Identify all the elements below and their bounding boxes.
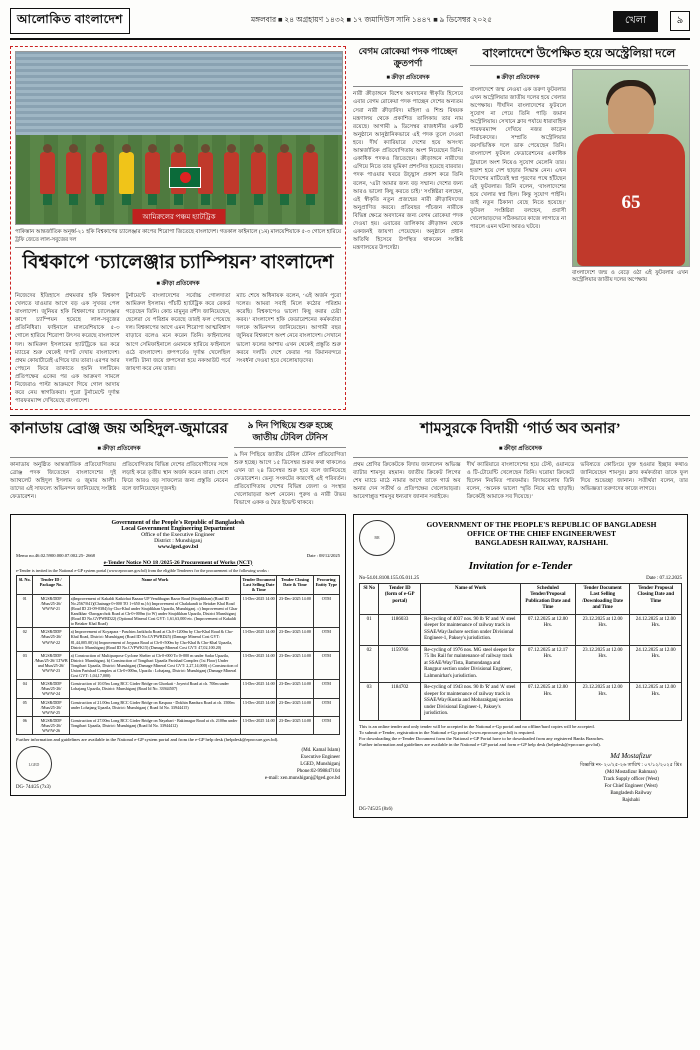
player-portrait	[572, 69, 690, 267]
canada-byline: ■ ক্রীড়া প্রতিবেদক	[97, 445, 141, 452]
lged-footer-note: Further information and guidelines are available in the National e-GP system portal and from the e-GP help desk (helpdesk@eprocure.gov.bd).	[16, 737, 279, 743]
lged-sign-phone: Phone:02-998847104	[296, 769, 340, 775]
lged-dg-code: DG- 744/25 (7x3)	[16, 785, 51, 791]
table-row	[17, 698, 340, 716]
railway-note-1: This is an online tender and only tender will be accepted in the National e-Gp portal and no offline/hard copies will be accepted.	[359, 723, 595, 729]
table-cell: 1186033	[379, 614, 421, 645]
table-cell: 13-Dec-2025 14:00	[241, 716, 277, 734]
railway-title: Invitation for e-Tender	[468, 559, 573, 572]
table-cell: 23-Dec-2025 14:00	[277, 698, 313, 716]
table-cell: 23-Dec-2025 14:00	[277, 651, 313, 680]
lged-sign-email: e-mail: xen.munshiganj@lged.gov.bd	[264, 776, 340, 782]
railway-sign-title-1: Track Supply officer (West)	[603, 777, 659, 783]
table-cell: Construction of 10.05m Long BCC Girder Bridge on Ghorkati - Joyerid Road at ch. 700m under Lohajang Upazila, District: Munshiganj (Road Id No. 33944507)	[69, 680, 240, 698]
tt-body: ৯ দিন পিছিয়ে জাতীয় টেবিল টেনিস প্রতিযোগিতা শুরু হচ্ছে। আগে ১৫ ডিসেম্বর শুরুর কথা থাকলেও এখন তা ২৪ ডিসেম্বর শুরু হবে বলে জানিয়েছে ফেডারেশন। ভেন্যু সংকটের কারণেই এই পরিবর্তন। প্রতিযোগিতায় দেশের বিভিন্ন জেলা ও সংস্থার খেলোয়াড়রা অংশ নেবেন। পুরুষ ও নারী উভয় বিভাগে একক ও দ্বৈত ইভেন্ট থাকবে।	[234, 451, 346, 507]
railway-sign-title-4: Rajshahi	[622, 798, 640, 804]
railway-note-4: Further information and guidelines are available in the National e-GP portal and form e-GP help desk (helpdesk@eprocure.gov.bd).	[359, 742, 601, 748]
table-cell: 03	[360, 683, 379, 721]
table-cell: 02	[360, 645, 379, 683]
table-cell: 07.12.2025 at 12.00 Hrs.	[520, 683, 575, 721]
top-region	[10, 46, 690, 410]
secondary-left	[10, 420, 346, 507]
table-cell: Construction of 27.00m Long BCC Girder Bridge on Nayabari - Bakirnagar Road at ch. 2100m under Tongibari Upazila, District: Munshiganj (Road Id No. 33944412)	[69, 716, 240, 734]
table-cell: 23.12.2025 at 12.00 Hrs.	[575, 614, 630, 645]
right-headline: বাংলাদেশে উপেক্ষিত হয়ে অস্ট্রেলিয়া দলে	[482, 46, 676, 60]
table-cell: 23-Dec-2025 14:00	[277, 594, 313, 628]
masthead-date: মঙ্গলবার ■ ২৪ অগ্রহায়ণ ১৪৩২ ■ ১৭ জমাদিউস সানি ১৪৪৭ ■ ৯ ডিসেম্বর ২০২৫	[250, 15, 492, 24]
lged-memo-date: Date : 08/12/2025	[306, 552, 340, 558]
guard-col-1: প্রথম শ্রেণির ক্রিকেটকে বিদায় জানালেন অভিজ্ঞ ব্যাটার শামসুর রহমান। জাতীয় ক্রিকেট লিগের শেষ ম্যাচে মাঠে নামার আগে তাকে গার্ড অব অনার দেন সতীর্থ ও প্রতিপক্ষের খেলোয়াড়রা। আবেগাপ্লুত শামসুর ধন্যবাদ জানান সবাইকে।	[353, 461, 461, 501]
lged-memo-no: Memo no.46.02.5900.000.07.002.25- 2668	[16, 552, 95, 558]
guard-headline: শামসুরকে বিদায়ী ‘গার্ড অব অনার’	[420, 421, 621, 438]
table-cell: 23-Dec-2025 14:00	[277, 680, 313, 698]
right-byline: ■ ক্রীড়া প্রতিবেদক	[496, 74, 540, 81]
rw-col-4: Tender Document Last Selling /Downloading Date and Time	[575, 583, 630, 614]
lged-website[interactable]: www.lged.gov.bd	[157, 543, 199, 550]
rw-col-5: Tender Proposal Closing Date and Time	[630, 583, 682, 614]
lged-dept-2: Office of the Executive Engineer	[141, 531, 215, 538]
railway-office-line: OFFICE OF THE CHIEF ENGINEER/WEST	[467, 528, 616, 538]
lged-tender-notice	[10, 514, 346, 797]
table-cell: 13-Dec-2025 14:00	[241, 680, 277, 698]
table-row	[17, 651, 340, 680]
guard-story	[353, 420, 688, 507]
table-cell: a)Improvement of Kakaldi Kaikirhat Bazaar UP Vendibagan Bazar Road (Sirajdikhan) (Road ID No.2567/041)(Chainage 0+000 TO 1+650 m.) b) Improvement of Chalakandi to Betaker Khal Road (Road ID 23-09-0384) by Cho-Khal under Sirajdikhan Upazila, Munshiganj. c) Improvement of Ghar Kandkhar -Darogarchok Road at Ch-0+000m (to W) under Sirajdikhan Upazila, District Munshiganj (Road ID No.GVPWRD22) (Optional Mineral Cost GVT: 1,61,63,000 etc. (Improvement of Kakaldi to Betaker Khal Road)	[69, 594, 240, 628]
railway-org-line: BANGLADESH RAILWAY, RAJSHAHI.	[475, 537, 608, 547]
rw-col-0: Sl No	[360, 583, 379, 614]
table-cell: MGSR/DDP /Mun/25-26/ WW/W-26	[33, 716, 69, 734]
masthead	[10, 8, 690, 40]
railway-signature-mark: Md Mostafizur	[610, 752, 652, 761]
lead-headline: বিশ্বকাপে ‘চ্যালেঞ্জার চ্যাম্পিয়ন’ বাংলাদেশ	[22, 252, 334, 274]
table-cell: 13-Dec-2025 14:00	[241, 698, 277, 716]
table-cell: OTM	[313, 680, 339, 698]
table-cell: 13-Dec-2025 14:00	[241, 628, 277, 651]
mid-body: নারী ক্রীড়াঙ্গনে বিশেষ অবদানের স্বীকৃতি হিসেবে এবার বেগম রোকেয়া পদক পাচ্ছেন দেশের অন্যতম সেরা নারী ক্রীড়াবিদ। মহিলা ও শিশু বিষয়ক মন্ত্রণালয় থেকে প্রকাশিত তালিকায় তার নাম রয়েছে। আগামী ৯ ডিসেম্বর রাজধানীর একটি অনুষ্ঠানে আনুষ্ঠানিকভাবে এই পদক তুলে দেওয়া হবে। দীর্ঘ ক্যারিয়ারে দেশের হয়ে অসংখ্য আন্তর্জাতিক প্রতিযোগিতায় অংশ নিয়েছেন তিনি। একাধিক পদকও জিতেছেন। ক্রীড়াঙ্গনে নারীদের এগিয়ে নিতে তার ভূমিকা প্রশংসিত হয়েছে বারবার। পদক পাওয়ার খবরে উচ্ছ্বাস প্রকাশ করে তিনি বলেন, ‘এটা আমার জন্য বড় সম্মান। দেশের জন্য আরও ভালো কিছু করতে চাই।’ সংশ্লিষ্টরা বলছেন, এই স্বীকৃতি নতুন প্রজন্মের নারী ক্রীড়াবিদদের অনুপ্রাণিত করবে। প্রতিবছর পাঁচজন নারীকে বিভিন্ন ক্ষেত্রে অবদানের জন্য বেগম রোকেয়া পদক দেওয়া হয়। এবারের তালিকায় ক্রীড়াঙ্গন থেকে একজনই জায়গা পেয়েছেন। অনুষ্ঠানে প্রধান অতিথি হিসেবে উপস্থিত থাকবেন সংশ্লিষ্ট মন্ত্রণালয়ের উপদেষ্টা।	[353, 91, 463, 252]
table-cell: OTM	[313, 698, 339, 716]
portrait-head	[608, 86, 654, 138]
rw-col-3: Scheduled Tender/Proposal Publication Date and Time	[520, 583, 575, 614]
table-cell: 13-Dec-2025 14:00	[241, 651, 277, 680]
table-cell: 1159766	[379, 645, 421, 683]
middle-region	[10, 420, 690, 507]
railway-note-3: For downloading the e-Tender Document form the National e-GP Portal have to be downloaded from any registered Banks Branches.	[359, 735, 605, 741]
page-number: ৯	[670, 11, 690, 31]
lead-col-1: নিজেদের ইতিহাসে প্রথমবার হকি বিশ্বকাপ খেলতে যাওয়ার আগে বড় এক সুখবর পেল বাংলাদেশ। জুনিয়র হকি বিশ্বকাপের চ্যালেঞ্জার কাপে চ্যাম্পিয়ন হয়েছে লাল-সবুজের প্রতিনিধিরা। ফাইনালে মালয়েশিয়াকে ৫-৩ গোলে হারিয়ে শিরোপা উৎসব করেছে বাংলাদেশ দল। আমিরুল ইসলামের হ্যাটট্রিকে ভর করে ম্যাচের শুরু থেকেই দাপট দেখায় বাংলাদেশ। প্রথম কোয়ার্টারেই এগিয়ে যায় তারা। এরপর আর পেছনে ফিরে তাকাতে হয়নি দলটিকে। প্রতিপক্ষের একের পর এক আক্রমণ সামলে নিজেরাও পাল্টা আক্রমণে গিয়ে গোল আদায় করে নেয় স্বাগতিকরা। পুরো টুর্নামেন্টে দুর্দান্ত পারফরম্যান্স দেখিয়েছে বাংলাদেশ।	[15, 292, 120, 405]
table-row	[17, 594, 340, 628]
tender-region	[10, 514, 690, 819]
lged-col-1: Tender ID / Package No.	[33, 575, 69, 594]
right-story	[470, 46, 688, 410]
table-cell: 02	[17, 628, 33, 651]
canada-headline: কানাডায় ব্রোঞ্জ জয় অহিদুল-জুমারের	[10, 421, 228, 438]
table-cell: 24.12.2025 at 12.00 Hrs.	[630, 614, 682, 645]
lged-col-2: Name of Work	[69, 575, 240, 594]
canada-col-1: কানাডায় অনুষ্ঠিত আন্তর্জাতিক প্রতিযোগিতায় ব্রোঞ্জ পদক জিতেছেন বাংলাদেশের দুই অ্যাথলেট অহিদুল ইসলাম ও জুমার আলী। তাদের এই সাফল্যে অভিনন্দন জানিয়েছে সংশ্লিষ্ট ফেডারেশন।	[10, 461, 116, 501]
lged-col-3: Tender Document Last Selling Date & Time	[242, 576, 276, 593]
lged-sign-name: (Md. Kamal Islam)	[301, 748, 340, 754]
railway-dg-code: DG-745/25 (8x6)	[359, 807, 393, 813]
lged-col-0: Sl. No.	[17, 575, 33, 594]
railway-tender-table	[359, 583, 682, 721]
rw-col-1: Tender ID (form of e-GP portal)	[379, 583, 421, 614]
right-photo-caption: বাংলাদেশে জন্ম ও বেড়ে ওঠা এই ফুটবলার এখন অস্ট্রেলিয়ার জাতীয় দলের অপেক্ষায়	[572, 269, 688, 284]
table-cell: 05	[17, 698, 33, 716]
lged-tender-table	[16, 575, 340, 736]
canada-story	[10, 420, 228, 507]
jersey-number: 65	[621, 191, 641, 213]
lged-sign-title-1: Executive Engineer	[300, 755, 340, 761]
table-cell: MGSR/DDP /Mun/25-26/ WW/W-24	[33, 680, 69, 698]
table-cell: 01	[17, 594, 33, 628]
photo-badge: আমিরুলের পঞ্চম হ্যাটট্রিক	[133, 209, 226, 225]
guard-col-2: দীর্ঘ ক্যারিয়ারে বাংলাদেশের হয়ে টেস্ট, ওয়ানডে ও টি-টোয়েন্টি খেলেছেন তিনি। ঘরোয়া ক্রিকেটে ছিলেন নিয়মিত পারফর্মার। বিদায়বেলায় তিনি বলেন, ‘অনেক ভালো স্মৃতি নিয়ে মাঠ ছাড়ছি। ক্রিকেটই আমাকে সব দিয়েছে।’	[466, 461, 575, 501]
mid-byline: ■ ক্রীড়া প্রতিবেদক	[386, 75, 430, 82]
right-body: বাংলাদেশে জন্ম নেওয়া এক তরুণ ফুটবলার এখন অস্ট্রেলিয়ার জাতীয় দলের হয়ে খেলার অপেক্ষায়। দীর্ঘদিন বাংলাদেশের ফুটবলে সুযোগ না পেয়ে তিনি পাড়ি জমান অস্ট্রেলিয়ায়। সেখানে ক্লাব পর্যায়ে ধারাবাহিক পারফরম্যান্স দেখিয়ে নজর কাড়েন নির্বাচকদের। সম্প্রতি অস্ট্রেলিয়ার বয়সভিত্তিক দলে ডাক পেয়েছেন তিনি। বাংলাদেশ ফুটবল ফেডারেশনের একাধিক ট্রায়ালে অংশ নিয়েও সুযোগ মেলেনি তার। হতাশ হয়ে দেশ ছাড়ার সিদ্ধান্ত নেন। এখন বিদেশের মাটিতেই স্বপ্ন পূরণের পথে হাঁটছেন এই ফুটবলার। তিনি বলেন, ‘বাংলাদেশের হয়ে খেলার স্বপ্ন ছিল। কিন্তু সুযোগ পাইনি। তাই নতুন ঠিকানা বেছে নিতে হয়েছে।’ ফুটবল সংশ্লিষ্টরা বলছেন, প্রবাসী খেলোয়াড়দের সঠিকভাবে কাজে লাগাতে না পারলে এমন ঘটনা আরও ঘটবে।	[470, 86, 566, 231]
lged-seal-icon: LGED	[16, 746, 52, 782]
table-cell: 13-Dec-2025 14:00	[241, 594, 277, 628]
lged-notice-title: e-Tender Notice NO 18 /2025-26 Procurement of Works (NCT)	[103, 559, 253, 566]
tt-story	[234, 420, 346, 507]
table-row	[360, 645, 682, 683]
lead-col-3: ম্যাচ শেষে অধিনায়ক বলেন, ‘এই অর্জন পুরো দলের। আমরা সবাই মিলে কঠোর পরিশ্রম করেছি। বিশ্বকাপেও ভালো কিছু করার চেষ্টা করব।’ বাংলাদেশ হকি ফেডারেশনের কর্মকর্তারা দলকে অভিনন্দন জানিয়েছেন। আগামী বছর জুনিয়র বিশ্বকাপে অংশ নেবে বাংলাদেশ। সেখানে ভালো ফলের আশায় এখন থেকেই প্রস্তুতি শুরু করবে দলটি। দেশে ফেরার পর বিমানবন্দরে সংবর্ধনা দেওয়া হবে খেলোয়াড়দের।	[236, 292, 342, 364]
railway-note-2: To submit e-Tender, registration in the National e-Gp portal (www.eprocure.gov.bd) is required.	[359, 729, 535, 735]
railway-sign-title-2: For Chief Engineer (West)	[604, 784, 658, 790]
canada-col-2: প্রতিযোগিতায় বিভিন্ন দেশের প্রতিযোগীদের সঙ্গে লড়াই করে তৃতীয় স্থান অর্জন করেন তারা। দেশে ফিরে আরও বড় সাফল্যের জন্য প্রস্তুতি নেবেন বলে জানিয়েছেন দুজনই।	[122, 461, 228, 493]
railway-tender-notice	[353, 514, 688, 819]
table-cell: 23.12.2025 at 12.00 Hrs.	[575, 683, 630, 721]
table-row	[17, 628, 340, 651]
table-cell: 03	[17, 651, 33, 680]
lged-dept-1: Local Government Engineering Department	[121, 525, 235, 532]
railway-seal-icon: BR	[359, 520, 395, 556]
tt-headline: ৯ দিন পিছিয়ে শুরু হচ্ছে জাতীয় টেবিল টেনিস	[247, 420, 333, 443]
table-cell: 23.12.2025 at 12.00 Hrs.	[575, 645, 630, 683]
table-cell: 01	[360, 614, 379, 645]
table-cell: 24.12.2025 at 12.00 Hrs.	[630, 645, 682, 683]
lead-body	[15, 292, 341, 406]
guard-col-3: ভবিষ্যতে কোচিংয়ে যুক্ত হওয়ার ইচ্ছার কথাও জানিয়েছেন শামসুর। ক্লাব কর্মকর্তারা তাকে ফুল দিয়ে শুভেচ্ছা জানান। সতীর্থরা বলেন, তার অভিজ্ঞতা তরুণদের কাজে লাগবে।	[580, 461, 689, 493]
mid-headline: বেগম রোকেয়া পদক পাচ্ছেন ক্রুতপর্ণা	[358, 46, 458, 68]
table-cell: 06	[17, 716, 33, 734]
table-cell: OTM	[313, 651, 339, 680]
table-cell: OTM	[313, 716, 339, 734]
railway-date: Date : 07.12.2025	[646, 575, 682, 581]
table-cell: OTM	[313, 628, 339, 651]
railway-gov-line: GOVERNMENT OF THE PEOPLE'S REPUBLIC OF BANGLADESH	[426, 519, 657, 529]
table-cell: 07.12.2025 at 12.17 Hrs.	[520, 645, 575, 683]
table-row	[360, 683, 682, 721]
lged-gov-line: Government of the People's Republic of Bangladesh	[111, 519, 245, 526]
table-cell: a) Improvement of Koyapara - Paschim Jarikhola Road at Ch.0+1200m by Cho-Khal Road & Cho-Khal Road, District: Munshiganj (Road ID No.GVPWRD25) (Damage Mineral Cost GVT: 81,44,005.00) b) Improvement of Joypara Road at Ch-0+500m by Cho-Khal & Cho-Khal Upazila, District: Munshiganj (Road ID No.CVPWK15) (Damage Mineral Cost GVT: 47,02,100.20)	[69, 628, 240, 651]
table-cell: Construction of 21.00m Long BCC Girder Bridge on Kaspara - Dokhin Bandura Road at ch. 1500m under Lohajang Upazila, District: Munshiganj ( Road Id No. 33944415)	[69, 698, 240, 716]
lead-col-2: টুর্নামেন্টে বাংলাদেশের সর্বোচ্চ গোলদাতা আমিরুল ইসলাম। পাঁচটি হ্যাটট্রিক করে রেকর্ড গড়েছেন তিনি। কোচ মামুনুর রশীদ জানিয়েছেন, ছেলেরা যে পরিশ্রম করেছে তারই ফল পেয়েছে দল। বিশ্বকাপের আগে এমন শিরোপা আত্মবিশ্বাস বাড়াবে বলেও মনে করেন তিনি। ফাইনালের আগে সেমিফাইনালে ওমানকে হারিয়ে ফাইনালে ওঠে বাংলাদেশ। গ্রুপপর্বেও দুর্দান্ত খেলেছিল দলটি। টানা জয়ে গ্রুপসেরা হয়ে নকআউট পর্বে জায়গা করে নেয় তারা।	[125, 292, 231, 372]
table-cell: MGSR/DDP /Mun/25-26/ WW/W-21	[33, 594, 69, 628]
table-cell: Re-cycling of 1976 nos. MG steel sleeper for 75 lbs Rail for maintenance of railway track at SSAE/Way/Tista, Bamondanga and Rangpur section under Divisional Engineer, Lalmonirhat's jurisdiction.	[421, 645, 521, 683]
table-cell: OTM	[313, 594, 339, 628]
lead-photo	[15, 51, 343, 225]
table-cell: 04	[17, 680, 33, 698]
table-cell: 23-Dec-2025 14:00	[277, 716, 313, 734]
railway-sign-name: (Md Mostafizur Rahman)	[605, 770, 657, 776]
lead-story	[10, 46, 346, 410]
railway-ref-no: No-54.01.8100.155.05.011.25	[359, 575, 420, 581]
table-cell: Re-cycling of 1943 nos. 90 lb 'R' and 'A' steel sleeper for maintenance of railway track in SSAE/Way/Kustia and Mobarakganj section under Divisional Engineer-1, Paksey's jurisdiction.	[421, 683, 521, 721]
table-cell: 07.12.2025 at 12.00 Hrs.	[520, 614, 575, 645]
table-cell: MGSR/DDP /Mun/25-26/ LTWB and Mun/25-26/ WW/W-23	[33, 651, 69, 680]
table-cell: Re-cycling of 4037 nos. 90 lb 'R' and 'A' steel sleeper for maintenance of railway track in SSAE/Way/Jashore section under Divisional Engineer-1, Paksey's jurisdiction.	[421, 614, 521, 645]
stadium-stand	[16, 52, 342, 135]
lged-table-header	[17, 575, 340, 594]
table-cell: MGSR/DDP /Mun/25-26/ WW/W-22	[33, 628, 69, 651]
table-cell: 23-Dec-2025 14:00	[277, 628, 313, 651]
lged-sign-title-2: LGED, Munshiganj	[300, 762, 340, 768]
section-label: খেলা	[613, 11, 658, 32]
table-row	[360, 614, 682, 645]
rw-col-2: Name of Work	[421, 583, 521, 614]
bangladesh-flag-icon	[169, 167, 201, 188]
table-cell: a) Construction of Multipurpose Cyclone Shelter at Ch-0+000 To 0+000 m under Sadar Upazila, District: Munshiganj. b) Construction of Tongibari Upazila Parishad Complex (1st Floor) Under Tongibari Upazila, District: Munshiganj (Damage Mineral Cost GVT: 2,27,14,000) c) Construction of Union Parishad Complex at Ch-0+000m, Upazila : Lohajang, District: Munshiganj (Damage Mineral Cost GVT: 1,04,17,000)	[69, 651, 240, 680]
table-cell: 1184702	[379, 683, 421, 721]
lead-byline: ■ ক্রীড়া প্রতিবেদক	[156, 280, 200, 287]
railway-bn-note: বিজ্ঞপ্তি নং- ২০/২৫-২৬ তারিখ : ০৭/১২/২০২৫ খ্রিঃ	[579, 763, 682, 769]
newspaper-logo: আলোকিত বাংলাদেশ	[10, 8, 130, 34]
table-row	[17, 716, 340, 734]
table-row	[17, 680, 340, 698]
mid-story	[353, 46, 463, 410]
railway-table-header	[360, 583, 682, 614]
table-cell: 24.12.2025 at 12.00 Hrs.	[630, 683, 682, 721]
lged-dept-3: District : Munshiganj	[154, 537, 202, 544]
lged-col-4: Tender Closing Date & Time	[277, 575, 313, 594]
guard-byline: ■ ক্রীড়া প্রতিবেদক	[498, 445, 543, 452]
lged-col-5: Procuring Entity Type	[313, 575, 339, 594]
lead-photo-caption: পাকিস্তান আন্তর্জাতিক অনূর্ধ্ব-২১ হকি বিশ্বকাপের চ্যালেঞ্জার কাপের শিরোপা জিতেছে বাংলাদেশ। গতকাল ফাইনালে (১ম) মালয়েশিয়াকে ৫-৩ গোলে হারিয়ে ট্রফি জেতে লাল-সবুজের দল	[15, 229, 341, 243]
lged-subtitle: e-Tender is invited in the National e-GP system portal (www.eprocure.gov.bd) from the eligible Tenderers for the procurement of the following works :	[16, 567, 270, 573]
table-cell: MGSR/DDP /Mun/25-26/ WW/W-25	[33, 698, 69, 716]
railway-sign-title-3: Bangladesh Railway	[610, 791, 652, 797]
